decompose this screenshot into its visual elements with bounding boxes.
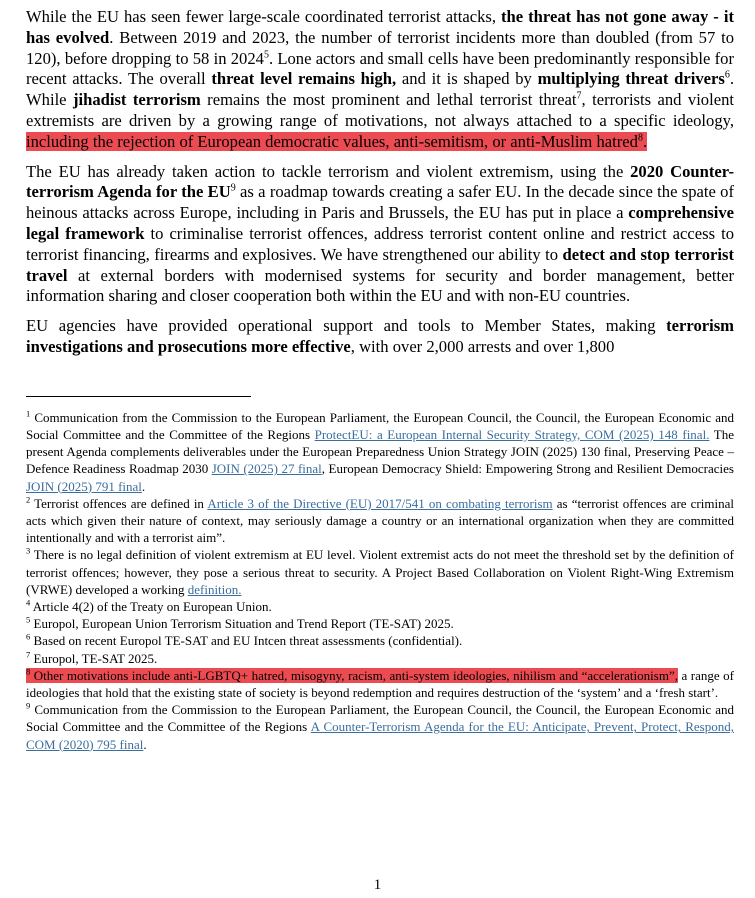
link-join-2025-27[interactable]: JOIN (2025) 27 final [211,461,322,477]
link-protecteu-strategy[interactable]: ProtectEU: a European Internal Security Strategy, COM (2025) 148 final. [314,426,710,442]
footnote-ref-7: 7 [576,90,582,102]
footnotes [26,409,734,753]
document-page [26,7,734,753]
footnote-1: $^1$ Communication from the Commission to the European Parliament, the European Council, the Council, the European Economic and Social Committee and the Committee of the Regions ProtectEU: a European Internal Security Strategy, COM (2025) 148 final. The present Agenda complements deliverables under the European Preparedness Union Strategy JOIN (2025) 130 final, Preserving Peace – Defence Readiness Roadmap 2030 JOIN (2025) 27 final, European Democracy Shield: Empowering Strong and Resilient Democracies JOIN (2025) 791 final. [26,408,735,494]
paragraph-threat-evolution: While the EU has seen fewer large-scale coordinated terrorist attacks, the threat has not gone away - it has evolved. Between 2019 and 2023, the number of terrorist incidents more than doubled (from 57 to 120), before dropping to 58 in 2024$^5$. Lone actors and small cells have been predominantly responsible for recent attacks. The overall threat level remains high, and it is shaped by multiplying threat drivers$^6$. While jihadist terrorism remains the most prominent and lethal terrorist threat$^7$, terrorists and violent extremists are driven by a growing range of motivations, not always attached to a specific ideology, including the rejection of European democratic values, anti-semitism, or anti-Muslim hatred$^8$. [26,7,735,151]
footnote-2: $^2$ Terrorist offences are defined in Article 3 of the Directive (EU) 2017/541 on combating terrorism as “terrorist offences are criminal acts which given their nature of context, may seriously damage a country or an international organization when they are committed intentionally and with a terrorist aim”. [26,494,734,546]
highlight-motivations: including the rejection of European democratic values, anti-semitism, or anti-Muslim hatred$^8$. [26,131,648,151]
footnote-9: $^9$ Communication from the Commission to the European Parliament, the European Council, the Council, the European Economic and Social Committee and the Committee of the Regions A Counter-Terrorism Agenda for the EU: Anticipate, Prevent, Protect, Respond, COM (2020) 795 final. [26,700,734,752]
page-number: 1 [373,877,382,893]
footnote-4: $^4$ Article 4(2) of the Treaty on European Union. [26,597,272,614]
paragraph-eu-agencies: EU agencies have provided operational support and tools to Member States, making terrorism investigations and prosecutions more effective, with over 2,000 arrests and over 1,800 [26,316,734,356]
link-vrwe-definition[interactable]: definition. [187,581,242,597]
footnote-ref-6: 6 [724,69,730,81]
footnote-ref-9: 9 [230,182,236,194]
footnote-5: $^5$ Europol, European Union Terrorism Situation and Trend Report (TE-SAT) 2025. [26,614,454,632]
footnote-ref-8: 8 [637,132,643,144]
link-directive-2017-541[interactable]: Article 3 of the Directive (EU) 2017/541 on combating terrorism [207,495,553,511]
footnote-separator [26,396,251,397]
link-join-2025-791[interactable]: JOIN (2025) 791 final [26,478,142,494]
footnote-8: $^8$ Other motivations include anti-LGBTQ+ hatred, misogyny, racism, anti-system ideologies, nihilism and “accelerationism”, a range of ideologies that hold that the existing state of society is beyond redemption and requires destruction of the ‘system’ and a ‘fresh start’. [26,666,735,700]
footnote-6: $^6$ Based on recent Europol TE-SAT and EU Intcen threat assessments (confidential). [26,632,463,649]
footnote-3: $^3$ There is no legal definition of violent extremism at EU level. Violent extremist acts do not meet the threshold set by the definition of terrorist offences; however, they pose a serious threat to security. A Project Based Collaboration on Violent Right-Wing Extremism (VRWE) developed a working definition. [26,546,734,597]
paragraph-eu-action: The EU has already taken action to tackle terrorism and violent extremism, using the 2020 Counter-terrorism Agenda for the $EU^9$ as a roadmap towards creating a safer EU. In the decade since the spate of heinous attacks across Europe, including in Paris and Brussels, the EU has put in place a comprehensive legal framework to criminalise terrorist offences, address terrorist content online and restrict access to terrorist financing, firearms and explosives. We have strengthened our ability to detect and stop terrorist travel at external borders with modernised systems for security and border management, better information sharing and closer cooperation both within the EU and with non-EU countries. [26,161,735,306]
footnote-7: $^7$ Europol, TE-SAT 2025. [26,649,158,666]
link-counter-terrorism-agenda[interactable]: A Counter-Terrorism Agenda for the EU: Anticipate, Prevent, Protect, Respond, COM (2020) 795 final [26,719,734,752]
footnote-ref-5: 5 [263,49,269,61]
highlight-other-motivations: $^8$ Other motivations include anti-LGBTQ+ hatred, misogyny, racism, anti-system ideologies, nihilism and “accelerationism”, [26,666,678,683]
